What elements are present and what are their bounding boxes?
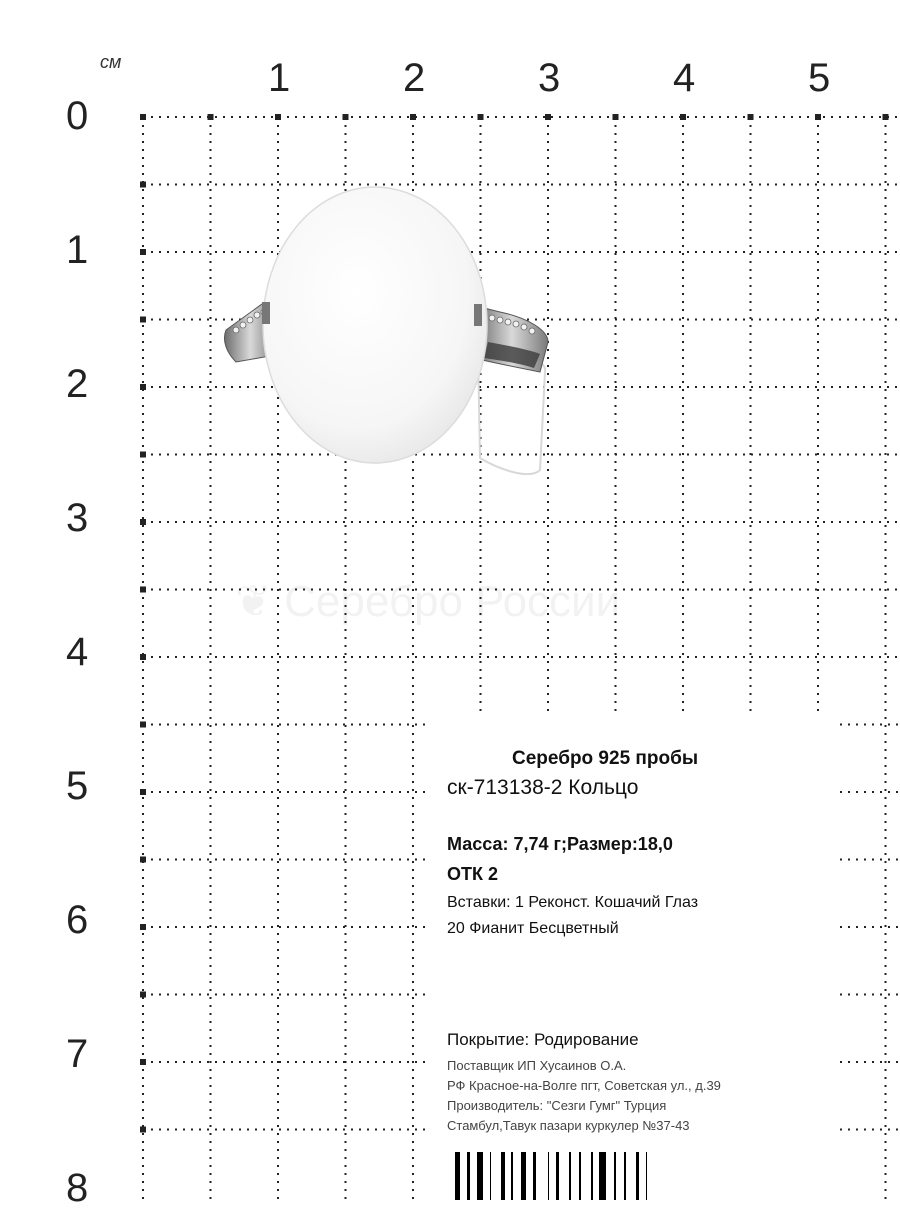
- label-inserts-line2: 20 Фианит Бесцветный: [447, 920, 619, 937]
- cats-eye-stone: [263, 187, 487, 463]
- barcode-bar: [591, 1152, 593, 1200]
- x-axis-label: 5: [808, 56, 831, 100]
- watermark-text: Серебро России: [284, 577, 621, 626]
- barcode-bar: [467, 1152, 470, 1200]
- barcode-bar: [477, 1152, 483, 1200]
- y-axis-label: 0: [66, 94, 89, 138]
- barcode-bar: [624, 1152, 626, 1200]
- y-axis-label: 4: [66, 630, 89, 674]
- barcode-bar: [579, 1152, 581, 1200]
- label-article: ск-713138-2 Кольцо: [447, 776, 639, 799]
- label-manufacturer: Производитель: "Сезги Гумг" Турция: [447, 1098, 667, 1113]
- left-prong: [262, 302, 270, 324]
- product-label: [430, 712, 840, 1200]
- y-axis-label: 8: [66, 1166, 89, 1210]
- barcode-bar: [646, 1152, 648, 1200]
- barcode-bar: [636, 1152, 639, 1200]
- barcode-bar: [511, 1152, 513, 1200]
- right-prong: [474, 304, 482, 326]
- x-axis-label: 2: [403, 56, 426, 100]
- barcode-bar: [548, 1152, 550, 1200]
- label-coating: Покрытие: Родирование: [447, 1030, 639, 1049]
- barcode-bar: [599, 1152, 605, 1200]
- barcode-bar: [521, 1152, 526, 1200]
- barcode-bar: [501, 1152, 504, 1200]
- barcode-bar: [490, 1152, 492, 1200]
- label-manufacturer-address: Стамбул,Тавук пазари куркулер №37-43: [447, 1118, 690, 1133]
- label-title: Серебро 925 пробы: [512, 748, 699, 769]
- label-otk: ОТК 2: [447, 864, 498, 884]
- barcode-bar: [556, 1152, 559, 1200]
- y-axis-label: 2: [66, 362, 89, 406]
- barcode-bar: [569, 1152, 571, 1200]
- barcode: [455, 1152, 765, 1200]
- barcode-bar: [614, 1152, 616, 1200]
- y-axis-label: 5: [66, 764, 89, 808]
- ruler-unit-label: см: [100, 52, 122, 72]
- label-mass-size: Масса: 7,74 г;Размер:18,0: [447, 834, 673, 854]
- barcode-bar: [533, 1152, 536, 1200]
- y-axis-label: 3: [66, 496, 89, 540]
- label-inserts-line1: Вставки: 1 Реконст. Кошачий Глаз: [447, 894, 699, 911]
- y-axis-label: 7: [66, 1032, 89, 1076]
- x-axis-label: 4: [673, 56, 696, 100]
- watermark: [235, 576, 620, 627]
- x-axis-label: 3: [538, 56, 561, 100]
- label-supplier: Поставщик ИП Хусаинов О.А.: [447, 1058, 627, 1073]
- watermark-logo-icon: ❦: [235, 577, 272, 626]
- y-axis-label: 1: [66, 228, 89, 272]
- y-axis-label: 6: [66, 898, 89, 942]
- label-address: РФ Красное-на-Волге пгт, Советская ул., д.39: [447, 1078, 721, 1093]
- barcode-bar: [455, 1152, 460, 1200]
- x-axis-label: 1: [268, 56, 291, 100]
